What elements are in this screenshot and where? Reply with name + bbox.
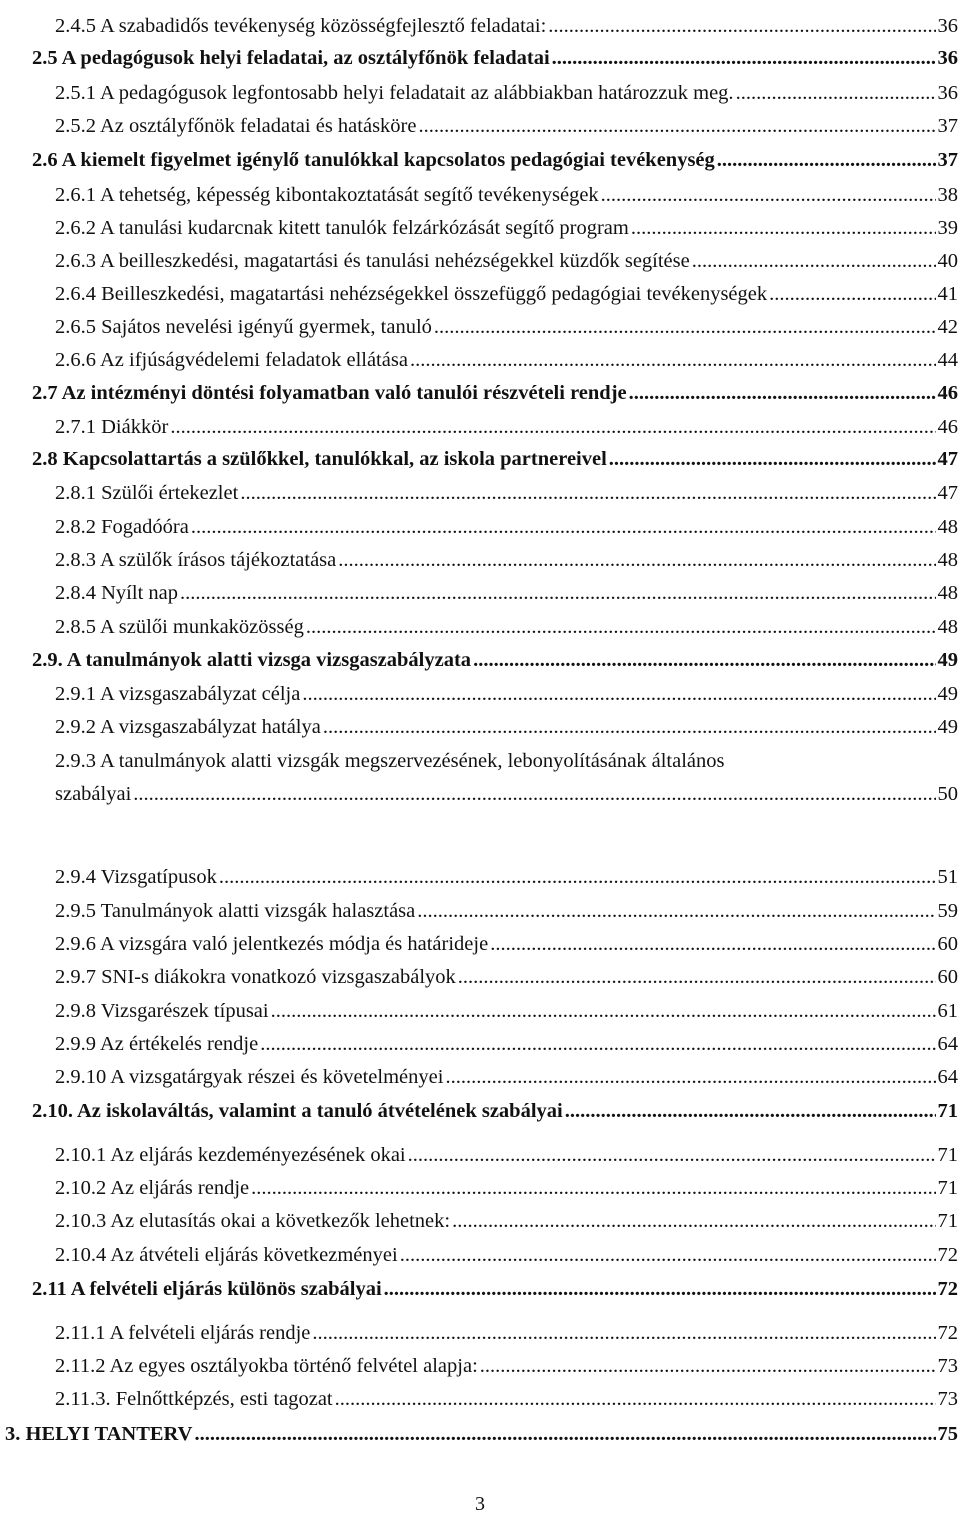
dot-leader xyxy=(417,898,935,924)
toc-entry-label: 2.9. A tanulmányok alatti vizsga vizsgaszabályzata xyxy=(32,649,472,671)
toc-entry[interactable] xyxy=(55,182,958,208)
toc-entry[interactable] xyxy=(55,1208,958,1234)
toc-entry-page: 60 xyxy=(937,966,958,988)
toc-entry[interactable] xyxy=(55,931,958,957)
toc-entry[interactable] xyxy=(55,1064,958,1090)
dot-leader xyxy=(323,714,936,740)
toc-entry-label-continued: szabályai xyxy=(55,783,132,805)
toc-entry-label: 2.10.4 Az átvételi eljárás következményei xyxy=(55,1244,398,1266)
dot-leader xyxy=(609,446,936,472)
toc-entry-page: 75 xyxy=(937,1423,958,1445)
dot-leader xyxy=(338,547,935,573)
toc-entry-page: 47 xyxy=(937,448,958,470)
toc-entry-page: 46 xyxy=(937,382,958,404)
toc-entry-page: 71 xyxy=(937,1144,958,1166)
toc-entry-page: 40 xyxy=(937,250,958,272)
toc-entry[interactable] xyxy=(55,1386,958,1412)
toc-entry-page: 48 xyxy=(937,582,958,604)
toc-entry-page: 64 xyxy=(937,1066,958,1088)
toc-section[interactable] xyxy=(5,1421,958,1447)
toc-entry-page: 48 xyxy=(937,549,958,571)
toc-entry[interactable] xyxy=(55,1242,958,1268)
dot-leader xyxy=(769,281,935,307)
toc-entry-page: 44 xyxy=(937,349,958,371)
toc-entry-label: 2.9.3 A tanulmányok alatti vizsgák megszervezésének, lebonyolításának általános xyxy=(55,750,725,772)
dot-leader xyxy=(240,480,935,506)
toc-entry-label: 2.9.2 A vizsgaszabályzat hatálya xyxy=(55,716,321,738)
toc-entry-page: 72 xyxy=(937,1244,958,1266)
toc-entry-label: 2.6.5 Sajátos nevelési igényű gyermek, tanuló xyxy=(55,316,432,338)
toc-entry-label: 2.9.8 Vizsgarészek típusai xyxy=(55,1000,269,1022)
toc-entry-label: 2.10.1 Az eljárás kezdeményezésének okai xyxy=(55,1144,406,1166)
dot-leader xyxy=(251,1175,935,1201)
toc-entry-label: 2.11.3. Felnőttképzés, esti tagozat xyxy=(55,1388,333,1410)
dot-leader xyxy=(180,580,936,606)
page-number: 3 xyxy=(475,1493,485,1515)
toc-entry-page: 42 xyxy=(937,316,958,338)
toc-entry-label: 2.7 Az intézményi döntési folyamatban való tanulói részvételi rendje xyxy=(32,382,627,404)
toc-entry[interactable] xyxy=(55,998,958,1024)
toc-entry-label: 2.9.7 SNI-s diákokra vonatkozó vizsgaszabályok xyxy=(55,966,456,988)
dot-leader xyxy=(565,1098,936,1124)
toc-entry[interactable] xyxy=(55,1320,958,1346)
toc-entry-page: 47 xyxy=(937,482,958,504)
dot-leader xyxy=(302,681,935,707)
toc-entry-page: 73 xyxy=(937,1355,958,1377)
dot-leader xyxy=(601,182,936,208)
toc-entry[interactable] xyxy=(55,1353,958,1379)
toc-entry-page: 71 xyxy=(937,1100,958,1122)
dot-leader xyxy=(480,1353,936,1379)
dot-leader xyxy=(548,13,935,39)
dot-leader xyxy=(631,215,936,241)
dot-leader xyxy=(629,380,936,406)
toc-entry-label: 2.9.6 A vizsgára való jelentkezés módja és határideje xyxy=(55,933,489,955)
toc-entry[interactable] xyxy=(55,314,958,340)
toc-entry-page: 71 xyxy=(937,1177,958,1199)
toc-entry-label: 2.6.6 Az ifjúságvédelemi feladatok ellátása xyxy=(55,349,408,371)
toc-entry[interactable] xyxy=(55,1175,958,1201)
dot-leader xyxy=(194,1421,935,1447)
toc-entry-label: 2.6.3 A beilleszkedési, magatartási és tanulási nehézségekkel küzdők segítése xyxy=(55,250,690,272)
toc-entry-page: 60 xyxy=(937,933,958,955)
toc-entry-label: 2.8.1 Szülői értekezlet xyxy=(55,482,239,504)
toc-entry-label: 2.6.4 Beilleszkedési, magatartási nehézségekkel összefüggő pedagógiai tevékenységek xyxy=(55,283,768,305)
dot-leader xyxy=(408,1142,936,1168)
toc-section[interactable] xyxy=(32,380,958,406)
dot-leader xyxy=(490,931,935,957)
toc-entry[interactable] xyxy=(55,113,958,139)
toc-entry-page: 48 xyxy=(937,516,958,538)
toc-entry[interactable] xyxy=(55,480,958,506)
toc-section[interactable] xyxy=(32,446,958,472)
toc-entry[interactable] xyxy=(55,964,958,990)
toc-entry[interactable] xyxy=(55,281,958,307)
toc-entry-page: 73 xyxy=(937,1388,958,1410)
toc-section[interactable] xyxy=(32,1098,958,1124)
toc-section[interactable] xyxy=(32,45,958,71)
toc-entry-label: 2.9.5 Tanulmányok alatti vizsgák halasztása xyxy=(55,900,416,922)
dot-leader xyxy=(445,1064,935,1090)
toc-entry[interactable] xyxy=(55,80,958,106)
toc-entry-label: 2.9.9 Az értékelés rendje xyxy=(55,1033,259,1055)
toc-entry-label: 2.9.10 A vizsgatárgyak részei és követelményei xyxy=(55,1066,444,1088)
toc-entry-label: 2.10.2 Az eljárás rendje xyxy=(55,1177,250,1199)
toc-entry-label: 2.7.1 Diákkör xyxy=(55,416,169,438)
dot-leader xyxy=(271,998,936,1024)
toc-entry-label: 2.8.2 Fogadóóra xyxy=(55,516,189,538)
dot-leader xyxy=(191,514,936,540)
toc-entry-label: 2.11.2 Az egyes osztályokba történő felvétel alapja: xyxy=(55,1355,478,1377)
toc-entry[interactable] xyxy=(55,681,958,707)
toc-section[interactable] xyxy=(32,647,958,673)
toc-entry-label: 2.6 A kiemelt figyelmet igénylő tanulókkal kapcsolatos pedagógiai tevékenység xyxy=(32,149,715,171)
toc-entry-page: 41 xyxy=(937,283,958,305)
toc-entry-page: 39 xyxy=(937,217,958,239)
toc-entry-label: 2.9.1 A vizsgaszabályzat célja xyxy=(55,683,301,705)
dot-leader xyxy=(717,147,936,173)
toc-entry-page: 46 xyxy=(937,416,958,438)
dot-leader xyxy=(452,1208,935,1234)
toc-entry-page: 50 xyxy=(937,783,958,805)
toc-entry-label: 2.8 Kapcsolattartás a szülőkkel, tanulókkal, az iskola partnereivel xyxy=(32,448,607,470)
toc-entry-label: 2.9.4 Vizsgatípusok xyxy=(55,866,217,888)
dot-leader xyxy=(260,1031,935,1057)
dot-leader xyxy=(458,964,936,990)
toc-entry-page: 51 xyxy=(937,866,958,888)
toc-entry[interactable] xyxy=(55,614,958,640)
dot-leader xyxy=(434,314,936,340)
dot-leader xyxy=(312,1320,935,1346)
toc-entry-page: 59 xyxy=(937,900,958,922)
toc-entry[interactable] xyxy=(55,414,958,440)
dot-leader xyxy=(692,248,936,274)
toc-entry-page: 48 xyxy=(937,616,958,638)
dot-leader xyxy=(170,414,935,440)
dot-leader xyxy=(552,45,936,71)
toc-entry[interactable] xyxy=(55,514,958,540)
toc-entry-page: 72 xyxy=(937,1322,958,1344)
toc-entry-label: 2.6.1 A tehetség, képesség kibontakoztatását segítő tevékenységek xyxy=(55,184,599,206)
toc-entry[interactable] xyxy=(55,1142,958,1168)
toc-entry[interactable] xyxy=(55,580,958,606)
toc-entry-label: 2.5 A pedagógusok helyi feladatai, az osztályfőnök feladatai xyxy=(32,47,550,69)
toc-entry-page: 49 xyxy=(937,716,958,738)
toc-entry[interactable] xyxy=(55,13,958,39)
dot-leader xyxy=(219,864,936,890)
toc-entry[interactable] xyxy=(55,898,958,924)
toc-entry-label: 2.8.3 A szülők írásos tájékoztatása xyxy=(55,549,337,571)
toc-entry-label: 2.8.4 Nyílt nap xyxy=(55,582,178,604)
dot-leader xyxy=(133,781,935,807)
dot-leader xyxy=(306,614,936,640)
toc-entry[interactable] xyxy=(55,714,958,740)
toc-entry-page: 64 xyxy=(937,1033,958,1055)
dot-leader xyxy=(473,647,935,673)
toc-entry[interactable] xyxy=(55,347,958,373)
toc-entry-label: 2.10. Az iskolaváltás, valamint a tanuló átvételének szabályai xyxy=(32,1100,563,1122)
toc-section[interactable] xyxy=(32,1276,958,1302)
toc-section[interactable] xyxy=(32,147,958,173)
toc-entry-page: 49 xyxy=(937,649,958,671)
toc-entry-page: 37 xyxy=(937,115,958,137)
toc-entry[interactable] xyxy=(55,864,958,890)
toc-entry-label: 2.8.5 A szülői munkaközösség xyxy=(55,616,304,638)
toc-entry-page: 36 xyxy=(937,15,958,37)
toc-entry-label: 2.11.1 A felvételi eljárás rendje xyxy=(55,1322,311,1344)
toc-entry[interactable] xyxy=(55,547,958,573)
toc-entry-label: 2.11 A felvételi eljárás különös szabályai xyxy=(32,1278,382,1300)
toc-entry-label: 2.5.2 Az osztályfőnök feladatai és hatásköre xyxy=(55,115,417,137)
dot-leader xyxy=(384,1276,936,1302)
toc-entry-label: 2.5.1 A pedagógusok legfontosabb helyi feladatait az alábbiakban határozzuk meg. xyxy=(55,82,734,104)
toc-entry-page: 36 xyxy=(937,47,958,69)
dot-leader xyxy=(400,1242,936,1268)
toc-entry[interactable] xyxy=(55,781,958,807)
toc-entry-page: 71 xyxy=(937,1210,958,1232)
toc-entry-page: 72 xyxy=(937,1278,958,1300)
toc-entry[interactable] xyxy=(55,215,958,241)
toc-entry[interactable] xyxy=(55,1031,958,1057)
toc-entry-page: 36 xyxy=(937,82,958,104)
toc-entry-page: 37 xyxy=(937,149,958,171)
toc-entry-label: 2.10.3 Az elutasítás okai a következők lehetnek: xyxy=(55,1210,451,1232)
toc-entry[interactable] xyxy=(55,248,958,274)
toc-entry-label: 2.4.5 A szabadidős tevékenység közösségfejlesztő feladatai: xyxy=(55,15,547,37)
toc-entry-page: 38 xyxy=(937,184,958,206)
toc-entry-label: 2.6.2 A tanulási kudarcnak kitett tanulók felzárkózását segítő program xyxy=(55,217,629,239)
dot-leader xyxy=(736,80,936,106)
toc-entry-label: 3. HELYI TANTERV xyxy=(5,1423,193,1445)
toc-entry-page: 61 xyxy=(937,1000,958,1022)
toc-entry-page: 49 xyxy=(937,683,958,705)
dot-leader xyxy=(335,1386,936,1412)
dot-leader xyxy=(418,113,935,139)
dot-leader xyxy=(410,347,936,373)
